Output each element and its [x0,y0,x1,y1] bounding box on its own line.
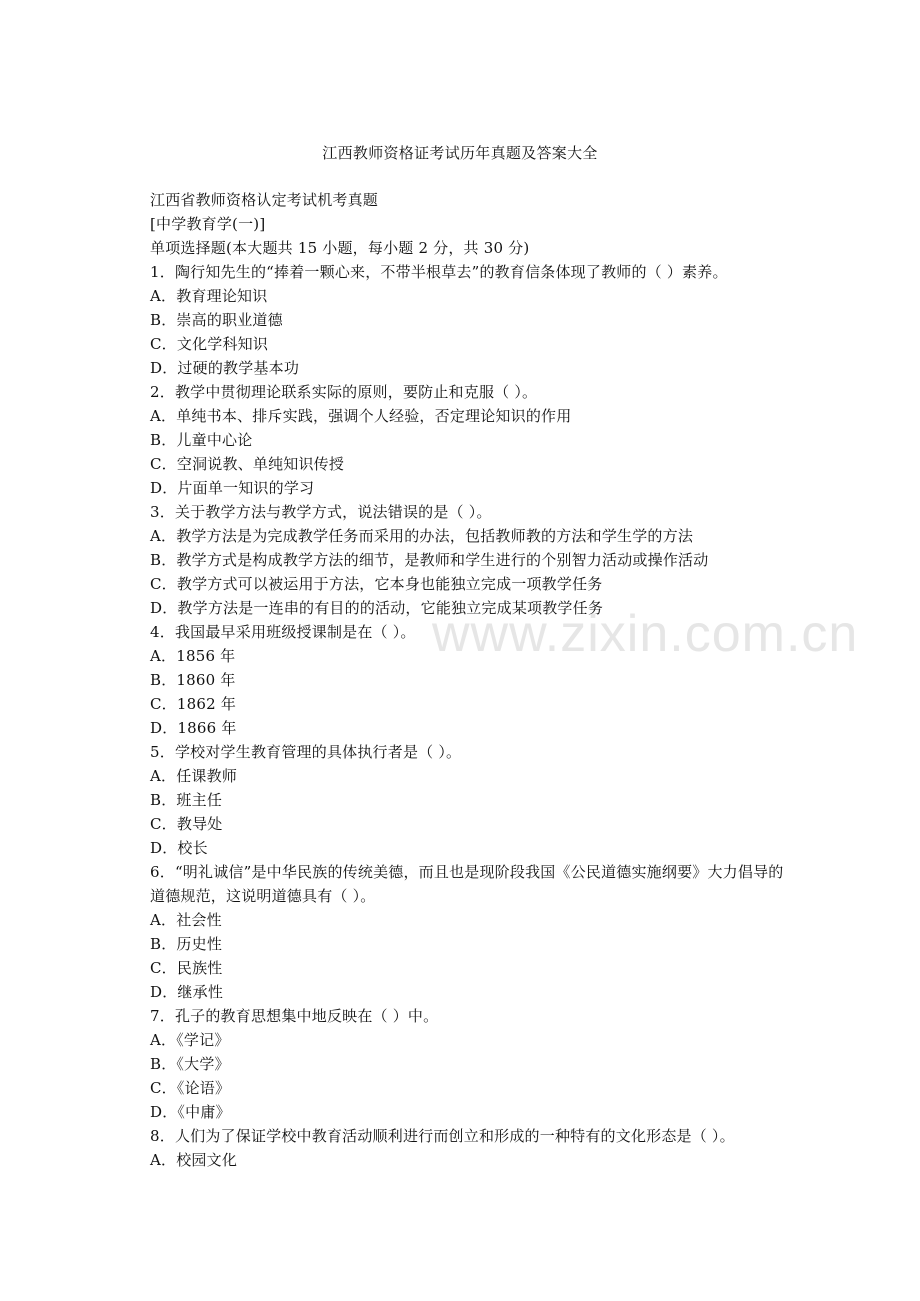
question-7 [150,1004,790,1124]
exam-subtitle: 江西省教师资格认定考试机考真题 [150,191,379,209]
question-stem: 1．陶行知先生的“捧着一颗心来，不带半根草去”的教育信条体现了教师的（ ）素养。 [150,263,728,281]
option-b: B．崇高的职业道德 [150,311,283,329]
option-c: C．教学方式可以被运用于方法，它本身也能独立完成一项教学任务 [150,575,603,593]
option-d: D．继承性 [150,983,224,1001]
option-b: B．班主任 [150,791,223,809]
option-a: A．单纯书本、排斥实践，强调个人经验，否定理论知识的作用 [150,407,572,425]
option-d: D．教学方法是一连串的有目的的活动，它能独立完成某项教学任务 [150,599,604,617]
question-stem: 8．人们为了保证学校中教育活动顺利进行而创立和形成的一种特有的文化形态是（ ）。 [150,1127,735,1145]
option-a: A．《学记》 [150,1031,230,1049]
option-b: B．《大学》 [150,1055,230,1073]
option-b: B．教学方式是构成教学方法的细节，是教师和学生进行的个别智力活动或操作活动 [150,551,709,569]
question-stem: 6．“明礼诚信”是中华民族的传统美德，而且也是现阶段我国《公民道德实施纲要》大力倡导的道德规范，这说明道德具有（ ）。 [150,863,784,905]
question-2 [150,380,790,500]
question-3 [150,500,790,620]
question-stem: 5．学校对学生教育管理的具体执行者是（ ）。 [150,743,462,761]
option-d: D．1866 年 [150,719,237,737]
option-list [150,284,790,380]
option-list [150,908,790,1004]
option-list [150,644,790,740]
question-4 [150,620,790,740]
option-c: C．文化学科知识 [150,335,269,353]
question-stem: 3．关于教学方法与教学方式，说法错误的是（ ）。 [150,503,492,521]
option-b: B．历史性 [150,935,223,953]
option-c: C．1862 年 [150,695,237,713]
question-6 [150,860,790,1004]
option-c: C．教导处 [150,815,223,833]
option-c: C．空洞说教、单纯知识传授 [150,455,345,473]
option-list [150,404,790,500]
option-b: B．1860 年 [150,671,236,689]
question-stem: 7．孔子的教育思想集中地反映在（ ）中。 [150,1007,439,1025]
option-list [150,1148,790,1172]
option-a: A．1856 年 [150,647,236,665]
option-a: A．校园文化 [150,1151,238,1169]
option-d: D．《中庸》 [150,1103,231,1121]
document-title: 江西教师资格证考试历年真题及答案大全 [322,144,598,162]
question-stem: 2．教学中贯彻理论联系实际的原则，要防止和克服（ ）。 [150,383,538,401]
option-d: D．片面单一知识的学习 [150,479,315,497]
option-a: A．教育理论知识 [150,287,268,305]
option-b: B．儿童中心论 [150,431,253,449]
watermark: www.zixin.com.cn [432,605,859,663]
question-1 [150,260,790,380]
option-a: A．社会性 [150,911,222,929]
question-5 [150,740,790,860]
question-8 [150,1124,790,1172]
option-list [150,524,790,620]
option-a: A．教学方法是为完成教学任务而采用的办法，包括教师教的方法和学生学的方法 [150,527,694,545]
option-d: D．校长 [150,839,208,857]
option-d: D．过硬的教学基本功 [150,359,300,377]
instructions: 单项选择题(本大题共 15 小题，每小题 2 分，共 30 分) [150,239,530,257]
option-list [150,764,790,860]
option-c: C．民族性 [150,959,223,977]
option-a: A．任课教师 [150,767,238,785]
option-list [150,1028,790,1124]
section-heading: [中学教育学(一)] [150,215,266,233]
option-c: C．《论语》 [150,1079,231,1097]
question-stem: 4．我国最早采用班级授课制是在（ ）。 [150,623,416,641]
document-body [150,188,790,1172]
